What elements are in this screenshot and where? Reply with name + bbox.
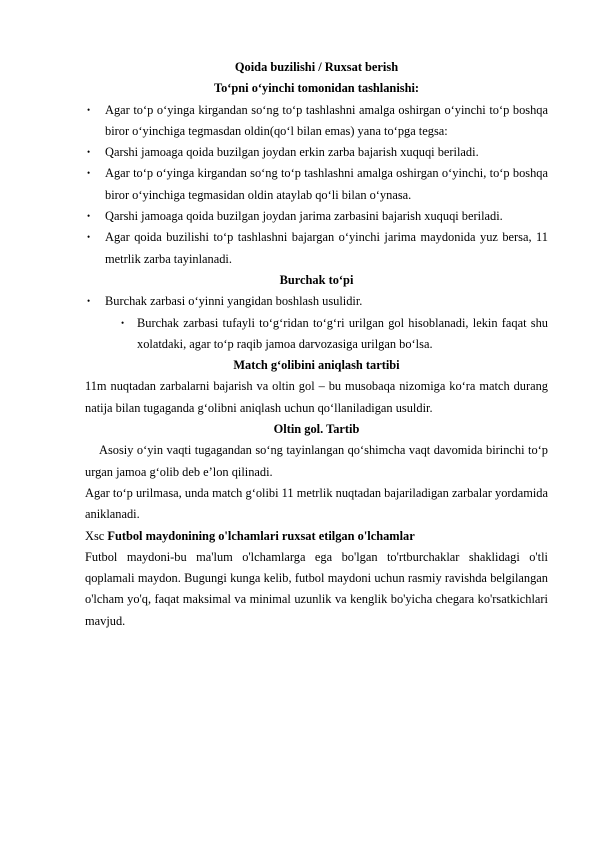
- bullet-icon: •: [87, 147, 91, 158]
- paragraph-match-winner: 11m nuqtadan zarbalarni bajarish va oltin gol – bu musobaqa nizomiga ko‘ra match durang natija bilan tugaganda g‘olibni aniqlash uchun qo‘llaniladigan usuldir.: [85, 379, 548, 415]
- list-item-text: Qarshi jamoaga qoida buzilgan joydan jarima zarbasini bajarish xuquqi beriladi.: [105, 209, 503, 224]
- list-item: [85, 142, 548, 163]
- section-title-golden-goal: Oltin gol. Tartib: [273, 422, 360, 437]
- paragraph-field-dimensions: Futbol maydoni-bu ma'lum o'lchamlarga ega bo'lgan to'rtburchaklar shaklidagi o'tli qoplamali maydon. Bugungi kunga kelib, futbol maydoni uchun rasmiy ravishda belgilangan o'lcham yo'q, faqat maksimal va minimal uzunlik va kenglik bo'yicha chegara ko'rsatkichlari mavjud.: [85, 549, 548, 628]
- list-item-text: Agar qoida buzilishi to‘p tashlashni bajargan o‘yinchi jarima maydonida yuz bersa, 11 metrlik zarba tayinlanadi.: [105, 230, 548, 266]
- list-item: [85, 206, 548, 227]
- section-title-field-dimensions-line: [85, 526, 548, 547]
- bullet-icon: •: [87, 296, 91, 307]
- bullet-icon: •: [87, 211, 91, 222]
- section-title-corner-kick: Burchak to‘pi: [279, 272, 354, 287]
- section-subtitle-throw-in: To‘pni o‘yinchi tomonidan tashlanishi:: [213, 81, 420, 96]
- list-item-text: Burchak zarbasi o‘yinni yangidan boshlash usulidir.: [105, 294, 363, 309]
- list-item-text: Qarshi jamoaga qoida buzilgan joydan erkin zarba bajarish xuquqi beriladi.: [105, 145, 479, 160]
- list-item: [85, 100, 548, 143]
- document-page: [85, 57, 548, 632]
- corner-kick-sublist: [85, 313, 548, 356]
- sub-list-item-text: Burchak zarbasi tufayli to‘g‘ridan to‘g‘ri urilgan gol hisoblanadi, lekin faqat shu xolatdaki, agar to‘p raqib jamoa darvozasiga urilgan bo‘lsa.: [137, 315, 548, 351]
- bullet-icon: •: [87, 232, 91, 243]
- heading-prefix: Xsc: [85, 528, 108, 543]
- section-title-field-dimensions: Futbol maydonining o'lchamlari ruxsat etilgan o'lchamlar: [107, 528, 415, 543]
- throw-in-rules-list: [85, 100, 548, 270]
- list-item-text: Agar to‘p o‘yinga kirgandan so‘ng to‘p tashlashni amalga oshirgan o‘yinchi to‘p boshqa biror o‘yinchiga tegmasdan oldin(qo‘l bilan emas) yana to‘pga tegsa:: [105, 102, 548, 138]
- paragraph-penalty-decision: Agar to‘p urilmasa, unda match g‘olibi 11 metrlik nuqtadan bajariladigan zarbalar yordamida aniklanadi.: [85, 485, 548, 522]
- section-title-rule-violation: Qoida buzilishi / Ruxsat berish: [234, 60, 399, 74]
- bullet-icon: •: [87, 168, 91, 179]
- list-item: [85, 291, 548, 312]
- paragraph-golden-goal: Asosiy o‘yin vaqti tugagandan so‘ng tayinlangan qo‘shimcha vaqt davomida birinchi to‘p urgan jamoa g‘olib deb e’lon qilinadi.: [85, 443, 548, 479]
- bullet-icon: •: [87, 104, 91, 115]
- sub-list-item: [85, 313, 548, 356]
- bullet-icon: •: [121, 317, 125, 328]
- section-title-match-winner: Match g‘olibini aniqlash tartibi: [233, 358, 400, 373]
- list-item-text: Agar to‘p o‘yinga kirgandan so‘ng to‘p tashlashni amalga oshirgan o‘yinchi, to‘p boshqa biror o‘yinchiga tegmasidan oldin ataylab qo‘li bilan o‘ynasa.: [105, 166, 548, 202]
- list-item: [85, 163, 548, 206]
- corner-kick-list: [85, 291, 548, 312]
- list-item: [85, 227, 548, 270]
